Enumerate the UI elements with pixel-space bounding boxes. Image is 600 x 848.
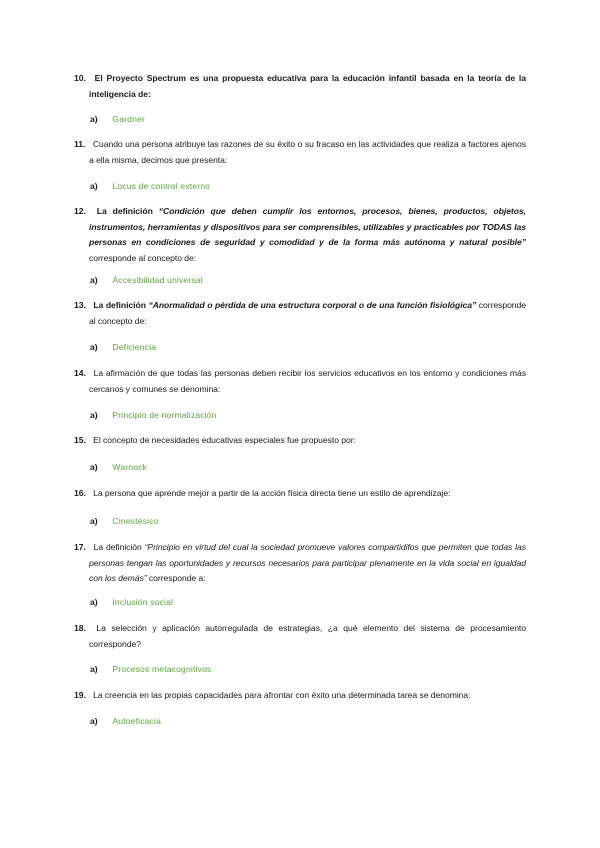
question-text: La afirmación de que todas las personas deben recibir los servicios educativos en los entorno y condiciones más cercanos y comunes se denomina: — [89, 368, 526, 394]
answer-letter: a) — [90, 410, 98, 420]
answer-13 — [90, 340, 156, 354]
answer-text: Principio de normalización — [112, 410, 217, 420]
answer-text: Warnock — [112, 462, 148, 472]
answer-text: Inclusión social — [112, 597, 174, 607]
question-text: La selección y aplicación autorregulada de estrategias, ¿a qué elemento del sistema de procesamiento corresponde? — [89, 623, 527, 649]
question-text-pre: La definición — [93, 542, 145, 552]
question-number: 14. — [74, 368, 86, 378]
answer-letter: a) — [90, 114, 98, 124]
answer-letter: a) — [90, 462, 98, 472]
answer-letter: a) — [90, 597, 98, 607]
question-text: El concepto de necesidades educativas especiales fue propuesto por: — [93, 435, 356, 445]
answer-text: Accesibilidad universal — [112, 275, 203, 285]
answer-letter: a) — [90, 342, 98, 352]
answer-14 — [90, 408, 217, 422]
answer-text: Deficiencia — [112, 342, 157, 352]
question-14 — [74, 366, 526, 397]
answer-11 — [90, 179, 210, 193]
question-13 — [74, 298, 526, 329]
answer-letter: a) — [90, 664, 98, 674]
answer-text: Locus de control externo — [112, 181, 211, 191]
question-18 — [74, 621, 526, 652]
answer-text: Cinestésico — [112, 516, 159, 526]
answer-15 — [90, 460, 147, 474]
answer-12 — [90, 273, 203, 287]
question-19 — [74, 688, 526, 704]
definition-quote: “Principio en virtud del cual la sociedad promueve valores compartidifos que permiten que todas las personas tengan las oportunidades y recursos necesarios para participar plenamente en la vida social en igualdad con los demás” — [89, 542, 526, 583]
question-number: 15. — [74, 435, 86, 445]
question-16 — [74, 486, 526, 502]
answer-18 — [90, 662, 211, 676]
question-number: 13. — [74, 300, 86, 310]
question-text: Cuando una persona atribuye las razones de su éxito o su fracaso en las actividades que realiza a factores ajenos a ella misma, decimos que presenta: — [89, 139, 526, 165]
question-text-pre: La definición — [96, 206, 159, 216]
answer-text: Autoeficacia — [112, 716, 162, 726]
question-text-post: corresponde a: — [146, 573, 206, 583]
answer-19 — [90, 714, 161, 728]
question-text-post: corresponde al concepto de: — [89, 300, 527, 326]
question-number: 17. — [74, 542, 86, 552]
question-text: La persona que aprende mejor a partir de la acción física directa tiene un estilo de aprendizaje: — [93, 488, 451, 498]
question-number: 18. — [74, 623, 86, 633]
answer-16 — [90, 514, 158, 528]
question-text: El Proyecto Spectrum es una propuesta educativa para la educación infantil basada en la teoría de la inteligencia de: — [89, 73, 526, 99]
definition-quote: “Anormalidad o pérdida de una estructura corporal o de una función fisiológica” — [148, 300, 477, 310]
question-text-pre: La definición — [93, 300, 149, 310]
question-text-post: corresponde al concepto de: — [89, 252, 197, 263]
answer-17 — [90, 595, 173, 609]
question-15 — [74, 433, 526, 449]
answer-letter: a) — [90, 716, 98, 726]
question-11 — [74, 137, 526, 168]
question-10 — [74, 71, 526, 102]
question-number: 11. — [74, 139, 86, 149]
answer-text: Gardner — [112, 114, 145, 124]
question-text: La creencia en las propias capacidades para afrontar con éxito una determinada tarea se denomina: — [93, 690, 471, 700]
answer-letter: a) — [90, 275, 98, 285]
definition-quote: “Condición que deben cumplir los entornos, procesos, bienes, productos, objetos, instrumentos, herramientas y dispositivos para ser comprensibles, utilizables y practicables por TODAS las personas en condiciones de seguridad y comodidad y de la forma más autónoma y natural posible” — [89, 206, 527, 247]
answer-letter: a) — [90, 516, 98, 526]
question-12 — [74, 204, 526, 266]
question-17 — [74, 540, 526, 587]
answer-letter: a) — [90, 181, 98, 191]
answer-10 — [90, 112, 145, 126]
question-number: 10. — [74, 73, 86, 83]
question-number: 16. — [74, 488, 86, 498]
answer-text: Procesos metacognitivos — [112, 664, 212, 674]
question-number: 12. — [74, 206, 86, 216]
question-number: 19. — [74, 690, 86, 700]
